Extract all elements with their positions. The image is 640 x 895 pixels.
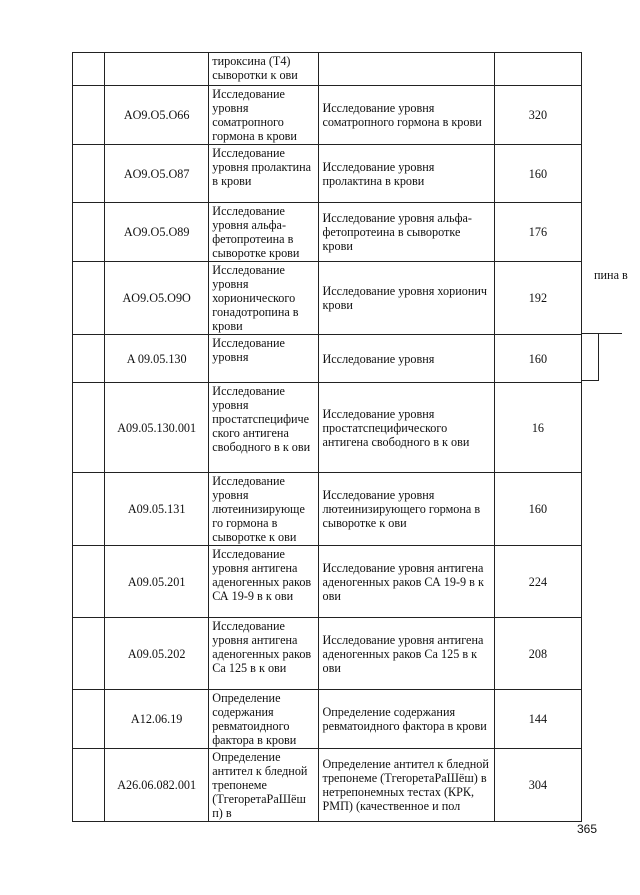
table-row (73, 86, 582, 145)
service-description: Исследование уровня альфа-фетопротеина в сыворотке крови (319, 203, 494, 262)
page-number: 365 (577, 822, 598, 836)
table-row (73, 690, 582, 749)
service-description: Исследование уровня антигена аденогенных раков СА 19-9 в к ови (319, 546, 494, 618)
table-row (73, 53, 582, 86)
service-code: A26.06.082.001 (105, 749, 209, 822)
service-description: Исследование уровня лютеинизирующего гормона в сыворотке к ови (319, 473, 494, 546)
scan-artifact-line (582, 333, 622, 334)
table-row (73, 383, 582, 473)
table-row (73, 262, 582, 335)
overflow-text-fragment: пина в (594, 268, 628, 282)
service-code: AO9.O5.O66 (105, 86, 209, 145)
service-code: AO9.O5.O9O (105, 262, 209, 335)
service-price: 16 (494, 383, 581, 473)
service-code: A12.06.19 (105, 690, 209, 749)
service-price: 208 (494, 618, 581, 690)
service-description: Исследование уровня простатспецифического антигена свободного в к ови (319, 383, 494, 473)
service-price: 304 (494, 749, 581, 822)
service-price: 160 (494, 473, 581, 546)
service-description: Исследование уровня соматропного гормона в крови (319, 86, 494, 145)
service-code (105, 53, 209, 86)
service-price: 144 (494, 690, 581, 749)
service-code: A09.05.131 (105, 473, 209, 546)
service-name: Исследование уровня пролактина в крови (209, 145, 319, 203)
service-name: Определение антител к бледной трепонеме (ТгеropетаРаШёш п) в (209, 749, 319, 822)
service-name: Исследование уровня хорионического гонадотропина в крови (209, 262, 319, 335)
service-price (494, 53, 581, 86)
service-name: тироксина (Т4) сыворотки к ови (209, 53, 319, 86)
service-price: 320 (494, 86, 581, 145)
service-code: AO9.O5.O87 (105, 145, 209, 203)
service-code: A09.05.130.001 (105, 383, 209, 473)
service-code: A09.05.202 (105, 618, 209, 690)
service-description: Определение антител к бледной трепонеме (ТгеropетаРаШёш) в нетрепонемных тестах (КРК, РМП) (качественное и пол (319, 749, 494, 822)
service-price: 224 (494, 546, 581, 618)
table-row (73, 749, 582, 822)
service-name: Исследование уровня лютеинизирующе го гормона в сыворотке к ови (209, 473, 319, 546)
service-name: Исследование уровня альфа-фетопротеина в сыворотке крови (209, 203, 319, 262)
service-description: Исследование уровня хорионич крови (319, 262, 494, 335)
service-price: 160 (494, 145, 581, 203)
service-code: AO9.O5.O89 (105, 203, 209, 262)
service-description: Определение содержания ревматоидного фактора в крови (319, 690, 494, 749)
service-name: Определение содержания ревматоидного фактора в крови (209, 690, 319, 749)
table-row (73, 335, 582, 383)
service-name: Исследование уровня простатспецифиче ского антигена свободного в к ови (209, 383, 319, 473)
service-name: Исследование уровня антигена аденогенных раков СА 19-9 в к ови (209, 546, 319, 618)
service-price: 176 (494, 203, 581, 262)
price-table (72, 52, 582, 822)
service-description: Исследование уровня (319, 335, 494, 383)
service-price: 192 (494, 262, 581, 335)
service-name: Исследование уровня соматропного гормона в крови (209, 86, 319, 145)
service-description: Исследование уровня антигена аденогенных раков Са 125 в к ови (319, 618, 494, 690)
table-row (73, 145, 582, 203)
scan-artifact-line (582, 380, 599, 381)
service-code: A09.05.201 (105, 546, 209, 618)
service-description (319, 53, 494, 86)
service-name: Исследование уровня антигена аденогенных раков Са 125 в к ови (209, 618, 319, 690)
service-code: A 09.05.130 (105, 335, 209, 383)
scan-artifact-line (598, 333, 599, 380)
service-description: Исследование уровня пролактина в крови (319, 145, 494, 203)
table-row (73, 546, 582, 618)
service-price: 160 (494, 335, 581, 383)
table-row (73, 203, 582, 262)
table-row (73, 618, 582, 690)
table-row (73, 473, 582, 546)
service-name: Исследование уровня (209, 335, 319, 383)
